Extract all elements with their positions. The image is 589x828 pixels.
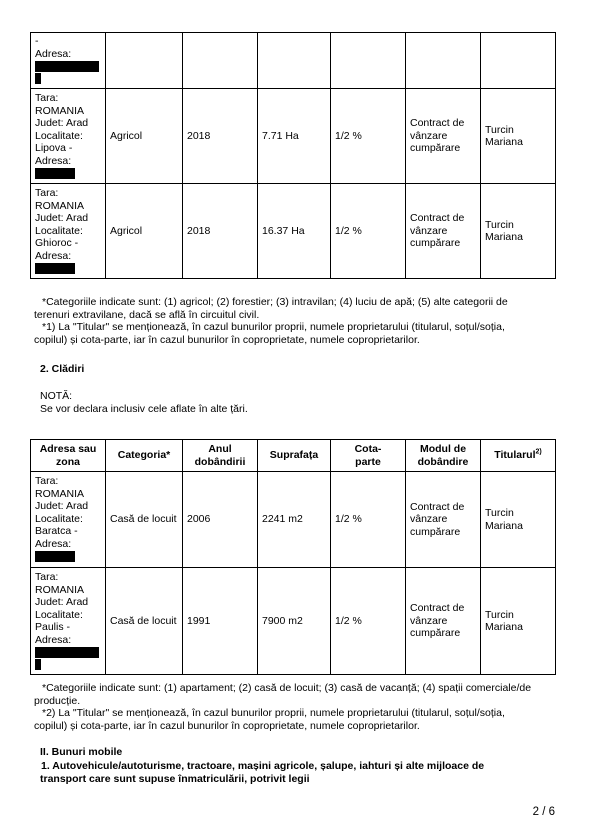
year-cell: 2018: [183, 184, 258, 279]
share-cell: [331, 33, 406, 89]
address-line: Tara:: [35, 475, 59, 487]
year-cell: 2006: [183, 472, 258, 568]
note-line: *Categoriile indicate sunt: (1) apartament; (2) casă de locuit; (3) casă de vacanță; (4) spații comerciale/de: [42, 682, 532, 694]
address-line: Baratca -: [35, 525, 78, 537]
header-line: dobândirii: [194, 455, 246, 468]
section-heading-movable-assets: II. Bunuri mobile: [40, 746, 123, 758]
heading-line: transport care sunt supuse înmatriculării, potrivit legii: [40, 772, 310, 785]
category-cell: Casă de locuit: [106, 568, 183, 675]
header-line: parte: [355, 455, 381, 468]
redaction-bar: [35, 168, 75, 179]
address-line: Adresa:: [35, 633, 72, 646]
acquisition-mode-cell: Contract de vânzare cumpărare: [406, 89, 481, 184]
page-number: 2 / 6: [532, 806, 555, 818]
owner-cell: Turcin Mariana: [481, 472, 556, 568]
acquisition-mode-cell: Contract de vânzare cumpărare: [406, 568, 481, 675]
area-cell: 7900 m2: [258, 568, 331, 675]
address-cell: [31, 568, 106, 675]
header-line: Adresa sau: [39, 443, 97, 455]
address-line: Lipova -: [35, 142, 73, 154]
address-line: Localitate:: [35, 224, 83, 237]
column-header-acquisition-mode: [406, 440, 481, 472]
redaction-bar: [35, 647, 99, 658]
address-cell: [31, 89, 106, 184]
land-table: [30, 32, 556, 279]
area-cell: 7.71 Ha: [258, 89, 331, 184]
redaction-bar: [35, 551, 75, 562]
header-line: dobândire: [417, 455, 469, 468]
address-line: Localitate:: [35, 512, 83, 525]
address-line: -: [35, 35, 39, 47]
owner-cell: [481, 33, 556, 89]
redaction-bar: [35, 659, 41, 670]
header-text: Titularul: [494, 449, 536, 462]
share-cell: 1/2 %: [331, 568, 406, 675]
address-line: Judet: Arad: [35, 117, 89, 129]
redaction-bar: [35, 61, 99, 72]
area-cell: 16.37 Ha: [258, 184, 331, 279]
table-row: [31, 89, 556, 184]
column-header-year: [183, 440, 258, 472]
address-line: ROMANIA: [35, 104, 85, 117]
note-line: *Categoriile indicate sunt: (1) agricol; (2) forestier; (3) intravilan; (4) luciu de apă; (5) alte categorii de: [42, 296, 508, 308]
heading-line: 1. Autovehicule/autoturisme, tractoare, mașini agricole, șalupe, iahturi și alte mijloace de: [41, 760, 485, 772]
address-cell: [31, 33, 106, 89]
category-cell: Agricol: [106, 89, 183, 184]
address-line: Ghioroc -: [35, 237, 79, 249]
owner-cell: Turcin Mariana: [481, 184, 556, 279]
buildings-table: [30, 439, 556, 675]
note-line: copilul) și cota-parte, iar în cazul bunurilor în coproprietate, numele coproprietarilor.: [34, 333, 420, 346]
address-line: ROMANIA: [35, 583, 85, 596]
share-cell: 1/2 %: [331, 184, 406, 279]
year-cell: [183, 33, 258, 89]
year-cell: 2018: [183, 89, 258, 184]
address-line: Adresa:: [35, 249, 72, 262]
nota-text: Se vor declara inclusiv cele aflate în alte țări.: [40, 403, 248, 415]
table-row: [31, 472, 556, 568]
building-categories-note: [34, 682, 554, 732]
acquisition-mode-cell: Contract de vânzare cumpărare: [406, 472, 481, 568]
column-header-share: [331, 440, 406, 472]
address-line: Localitate:: [35, 608, 83, 621]
subsection-heading-vehicles: [40, 760, 540, 785]
address-line: ROMANIA: [35, 199, 85, 212]
address-line: Paulis -: [35, 621, 71, 633]
acquisition-mode-cell: Contract de vânzare cumpărare: [406, 184, 481, 279]
table-row: [31, 33, 556, 89]
column-header-category: Categoria*: [106, 440, 183, 472]
header-line: Anul: [208, 443, 232, 455]
owner-cell: Turcin Mariana: [481, 89, 556, 184]
land-categories-note: [34, 296, 554, 346]
acquisition-mode-cell: [406, 33, 481, 89]
area-cell: [258, 33, 331, 89]
address-line: Adresa:: [35, 154, 72, 167]
table-row: [31, 184, 556, 279]
header-line: zona: [56, 455, 80, 468]
address-line: Adresa:: [35, 47, 72, 60]
note-line: copilul) și cota-parte, iar în cazul bunurilor în coproprietate, numele coproprietarilor.: [34, 719, 420, 732]
owner-cell: Turcin Mariana: [481, 568, 556, 675]
address-line: Tara:: [35, 187, 59, 199]
section-heading-buildings: 2. Clădiri: [40, 363, 85, 375]
address-line: Tara:: [35, 571, 59, 583]
note-line: *2) La "Titular" se menționează, în cazul bunurilor proprii, numele proprietarului (titularul, soțul/soția,: [42, 707, 505, 719]
share-cell: 1/2 %: [331, 472, 406, 568]
address-line: Judet: Arad: [35, 212, 89, 224]
column-header-address: [31, 440, 106, 472]
share-cell: 1/2 %: [331, 89, 406, 184]
nota-label: NOTĂ:: [40, 390, 73, 402]
header-line: Modul de: [419, 443, 467, 455]
note-line: *1) La "Titular" se menționează, în cazul bunurilor proprii, numele proprietarului (titularul, soțul/soția,: [42, 321, 505, 333]
table-header-row: [31, 440, 556, 472]
address-line: Adresa:: [35, 537, 72, 550]
address-line: Tara:: [35, 92, 59, 104]
header-line: Cota-: [354, 443, 382, 455]
address-line: Judet: Arad: [35, 596, 89, 608]
year-cell: 1991: [183, 568, 258, 675]
address-cell: [31, 472, 106, 568]
address-cell: [31, 184, 106, 279]
address-line: ROMANIA: [35, 487, 85, 500]
column-header-owner: [481, 440, 556, 472]
redaction-bar: [35, 73, 41, 84]
note-line: producție.: [34, 694, 81, 707]
note-line: terenuri extravilane, dacă se află în circuitul civil.: [34, 308, 260, 321]
category-cell: [106, 33, 183, 89]
address-line: Judet: Arad: [35, 500, 89, 512]
table-row: [31, 568, 556, 675]
category-cell: Casă de locuit: [106, 472, 183, 568]
column-header-area: Suprafața: [258, 440, 331, 472]
area-cell: 2241 m2: [258, 472, 331, 568]
redaction-bar: [35, 263, 75, 274]
category-cell: Agricol: [106, 184, 183, 279]
address-line: Localitate:: [35, 129, 83, 142]
footnote-marker: 2): [535, 448, 542, 456]
